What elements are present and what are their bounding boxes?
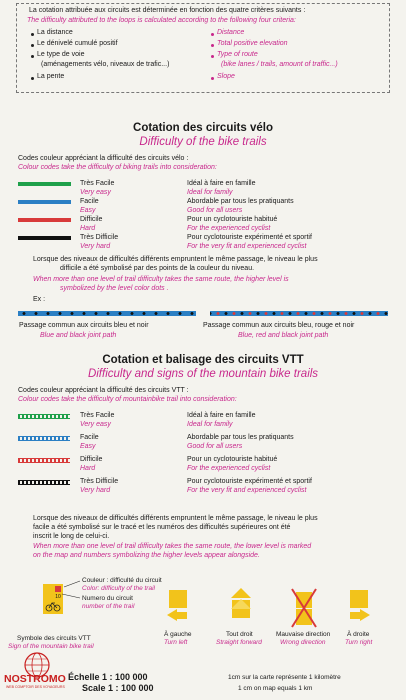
vtt-codes-fr: Codes couleur appréciant la difficulté des circuits VTT : (18, 387, 189, 394)
bullet (211, 44, 214, 47)
droite-en: Turn right (345, 639, 373, 646)
bike-level-en: Very hard (80, 243, 111, 250)
ex1-fr: Passage commun aux circuits bleu et noir (19, 322, 149, 329)
vtt-level-line (18, 458, 70, 463)
vtt-level-desc-fr: Idéal à faire en famille (187, 412, 256, 419)
wrong-direction-icon (289, 588, 319, 633)
gauche-en: Turn left (164, 639, 188, 646)
vtt-level-desc-en: Good for all users (187, 443, 243, 450)
brand-name: NOSTROMO (4, 673, 66, 685)
brand-tagline: WEB COMPTOIR DES VOYAGEURS (6, 685, 65, 689)
bike-level-desc-fr: Abordable par tous les pratiquants (187, 198, 294, 205)
bullet (211, 77, 214, 80)
vtt-level-line (18, 480, 70, 485)
straight-arrow-icon (226, 588, 256, 633)
scale-desc-en: 1 cm on map equals 1 km (238, 685, 313, 692)
bike-level-fr: Facile (80, 198, 99, 205)
bullet (31, 33, 34, 36)
vtt-para-fr-1: Lorsque des niveaux de difficultés différents empruntent le même passage, le niveau le plus (33, 515, 318, 522)
tout-droit-en: Straight forward (216, 639, 262, 646)
bike-level-desc-fr: Pour un cyclotouriste habitué (187, 216, 278, 223)
intro-en: The difficulty attributed to the loops is calculated according to the following four criteria: (27, 17, 296, 24)
vtt-para-fr-3: inscrit le long de celui-ci. (33, 533, 110, 540)
vtt-level-fr: Facile (80, 434, 99, 441)
bike-para-fr-2: difficile a été symbolisé par des points de la couleur du niveau. (60, 265, 255, 272)
bike-codes-en: Colour codes take the difficulty of biking trails into consideration: (18, 164, 217, 171)
vtt-codes-en: Colour codes take the difficulty of mountainbike trail into consideration: (18, 396, 237, 403)
ex2-fr: Passage commun aux circuits bleu, rouge et noir (203, 322, 355, 329)
ex-label: Ex : (33, 296, 46, 303)
scale-fr: Échelle 1 : 100 000 (68, 672, 148, 682)
symbole-en: Sign of the mountain bike trail (8, 643, 94, 650)
bullet (31, 44, 34, 47)
bike-level-desc-en: Ideal for family (187, 189, 233, 196)
criterion-en-4: Slope (217, 73, 235, 80)
vtt-level-fr: Très Difficile (80, 478, 119, 485)
bike-subtitle: Difficulty of the bike trails (139, 136, 267, 148)
bike-level-en: Hard (80, 225, 96, 232)
scale-en: Scale 1 : 100 000 (82, 683, 154, 693)
bike-level-desc-fr: Pour cyclotouriste expérimenté et sportif (187, 234, 312, 241)
couleur-en: Color: difficulty of the trail (82, 585, 155, 592)
vtt-level-en: Very easy (80, 421, 111, 428)
bike-level-fr: Difficile (80, 216, 103, 223)
vtt-para-en-1: When more than one level of trail difficulty takes the same route, the lower level is marked (33, 543, 312, 550)
mauvaise-fr: Mauvaise direction (276, 631, 331, 638)
vtt-level-desc-en: For the experienced cyclist (187, 465, 271, 472)
criterion-en-3: Type of route (217, 51, 258, 58)
numero-en: number of the trail (82, 603, 135, 610)
ex2-dots (210, 311, 388, 316)
droite-fr: À droite (347, 631, 370, 638)
criterion-fr-4: La pente (37, 73, 65, 80)
svg-text:10: 10 (55, 594, 61, 600)
couleur-fr: Couleur : difficulté du circuit (82, 577, 162, 584)
numero-fr: Numero du circuit (82, 595, 133, 602)
bullet (31, 77, 34, 80)
tout-droit-fr: Tout droit (226, 631, 253, 638)
turn-left-arrow-icon (165, 588, 189, 633)
turn-right-arrow-icon (348, 588, 372, 633)
bike-level-fr: Très Facile (80, 180, 115, 187)
criterion-fr-2: Le dénivelé cumulé positif (37, 40, 118, 47)
criterion-en-3b: (bike lanes / trails, amount of traffic...) (221, 61, 338, 68)
criterion-fr-1: La distance (37, 29, 73, 36)
criterion-fr-3: Le type de voie (37, 51, 85, 58)
vtt-level-line (18, 414, 70, 419)
ex1-dots (18, 311, 196, 316)
bullet (31, 55, 34, 58)
bullet (211, 55, 214, 58)
vtt-level-line (18, 436, 70, 441)
intro-fr: La cotation attribuée aux circuits est déterminée en fonction des quatre critères suivants : (29, 7, 306, 14)
bike-level-line (18, 200, 71, 204)
symbole-fr: Symbole des circuits VTT (17, 635, 91, 642)
vtt-level-fr: Difficile (80, 456, 103, 463)
bike-level-desc-fr: Idéal à faire en famille (187, 180, 256, 187)
vtt-level-desc-en: Ideal for family (187, 421, 233, 428)
criterion-fr-3b: (aménagements vélo, niveaux de trafic...) (41, 61, 170, 68)
ex1-en: Blue and black joint path (40, 332, 117, 339)
bullet (211, 33, 214, 36)
bike-level-fr: Très Difficile (80, 234, 119, 241)
vtt-level-desc-en: For the very fit and experienced cyclist (187, 487, 307, 494)
vtt-subtitle: Difficulty and signs of the mountain bike trails (87, 368, 319, 380)
bike-codes-fr: Codes couleur appréciant la difficulté des circuits vélo : (18, 155, 189, 162)
criteria-box (16, 3, 390, 93)
vtt-para-fr-2: facile a été symbolisé sur le tracé et les numéros des difficultés supérieures ont été (33, 524, 291, 531)
vtt-level-desc-fr: Pour cyclotouriste expérimenté et sportif (187, 478, 312, 485)
bike-level-line (18, 218, 71, 222)
scale-desc-fr: 1cm sur la carte représente 1 kilomètre (228, 674, 341, 681)
ex2-en: Blue, red and black joint path (238, 332, 329, 339)
vtt-level-en: Hard (80, 465, 96, 472)
criterion-en-1: Distance (217, 29, 245, 36)
vtt-level-en: Very hard (80, 487, 111, 494)
vtt-title: Cotation et balisage des circuits VTT (102, 354, 304, 366)
callout-lines (52, 578, 82, 608)
bike-level-en: Easy (80, 207, 96, 214)
bike-level-desc-en: For the experienced cyclist (187, 225, 271, 232)
vtt-level-en: Easy (80, 443, 96, 450)
bike-title: Cotation des circuits vélo (133, 122, 273, 134)
vtt-level-desc-fr: Abordable par tous les pratiquants (187, 434, 294, 441)
mauvaise-en: Wrong direction (280, 639, 326, 646)
bike-level-line (18, 182, 71, 186)
vtt-level-desc-fr: Pour un cyclotouriste habitué (187, 456, 278, 463)
vtt-para-en-2: on the map and numbers symbolizing the higher levels appear alongside. (33, 552, 260, 559)
criterion-en-2: Total positive elevation (217, 40, 288, 47)
gauche-fr: À gauche (164, 631, 192, 638)
vtt-level-fr: Très Facile (80, 412, 115, 419)
bike-level-desc-en: Good for all users (187, 207, 243, 214)
bike-level-line (18, 236, 71, 240)
bike-para-en-1: When more than one level of trail difficulty takes the same route, the higher level is (33, 276, 289, 283)
bike-level-desc-en: For the very fit and experienced cyclist (187, 243, 307, 250)
bike-para-en-2: symbolized by the level color dots . (60, 285, 169, 292)
bike-level-en: Very easy (80, 189, 111, 196)
bike-para-fr-1: Lorsque des niveaux de difficultés différents empruntent le même passage, le niveau le plus (33, 256, 318, 263)
